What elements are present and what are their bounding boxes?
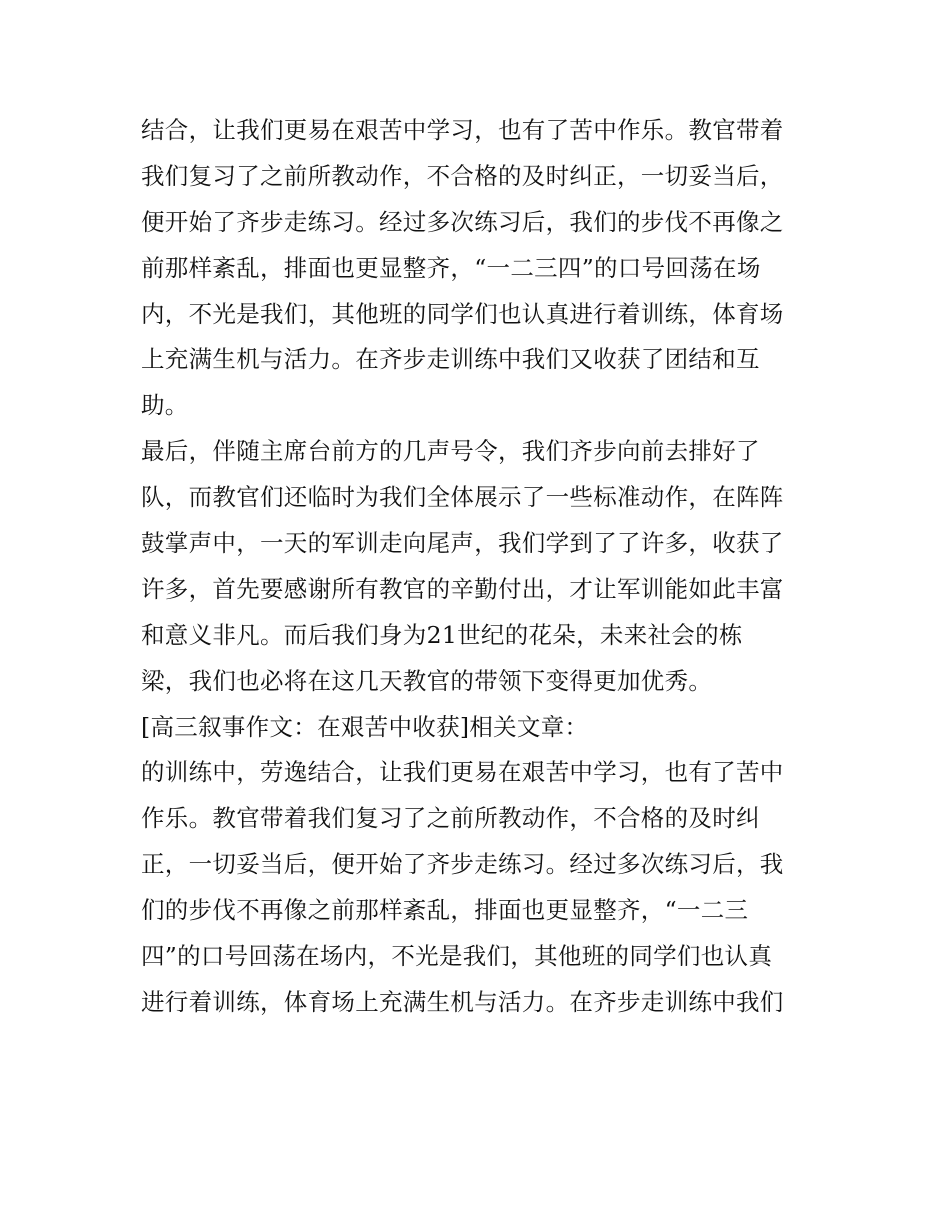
- article-body: [141, 108, 821, 1026]
- text-line: 四”的口号回荡在场内，不光是我们，其他班的同学们也认真: [141, 942, 773, 971]
- text-line: 内，不光是我们，其他班的同学们也认真进行着训练，体育场: [141, 299, 784, 328]
- text-line: 结合，让我们更易在艰苦中学习，也有了苦中作乐。教官带着: [141, 116, 784, 144]
- text-line: 鼓掌声中，一天的军训走向尾声，我们学到了了许多，收获了: [141, 529, 784, 558]
- text-line: 和意义非凡。而后我们身为21世纪的花朵，未来社会的栋: [141, 620, 743, 649]
- text-line: 上充满生机与活力。在齐步走训练中我们又收获了团结和互: [141, 345, 760, 374]
- text-line: 们的步伐不再像之前那样紊乱，排面也更显整齐，“一二三: [141, 896, 749, 925]
- text-line: 梁，我们也必将在这几天教官的带领下变得更加优秀。: [141, 666, 713, 695]
- text-line: 便开始了齐步走练习。经过多次练习后，我们的步伐不再像之: [141, 207, 784, 236]
- text-line: 最后，伴随主席台前方的几声号令，我们齐步向前去排好了: [141, 437, 760, 466]
- text-line: 队，而教官们还临时为我们全体展示了一些标准动作，在阵阵: [141, 483, 784, 512]
- text-line: 助。: [141, 391, 189, 420]
- text-line: 我们复习了之前所教动作，不合格的及时纠正，一切妥当后，: [141, 161, 784, 190]
- text-line: 正，一切妥当后，便开始了齐步走练习。经过多次练习后，我: [141, 850, 784, 879]
- text-line: 作乐。教官带着我们复习了之前所教动作，不合格的及时纠: [141, 804, 760, 833]
- text-line: 进行着训练，体育场上充满生机与活力。在齐步走训练中我们: [141, 987, 784, 1016]
- text-line: 许多，首先要感谢所有教官的辛勤付出，才让军训能如此丰富: [141, 574, 784, 603]
- text-line: 前那样紊乱，排面也更显整齐，“一二三四”的口号回荡在场: [141, 253, 761, 282]
- related-articles-heading: [高三叙事作文：在艰苦中收获]相关文章：: [141, 712, 589, 741]
- text-line: 的训练中，劳逸结合，让我们更易在艰苦中学习，也有了苦中: [141, 758, 784, 787]
